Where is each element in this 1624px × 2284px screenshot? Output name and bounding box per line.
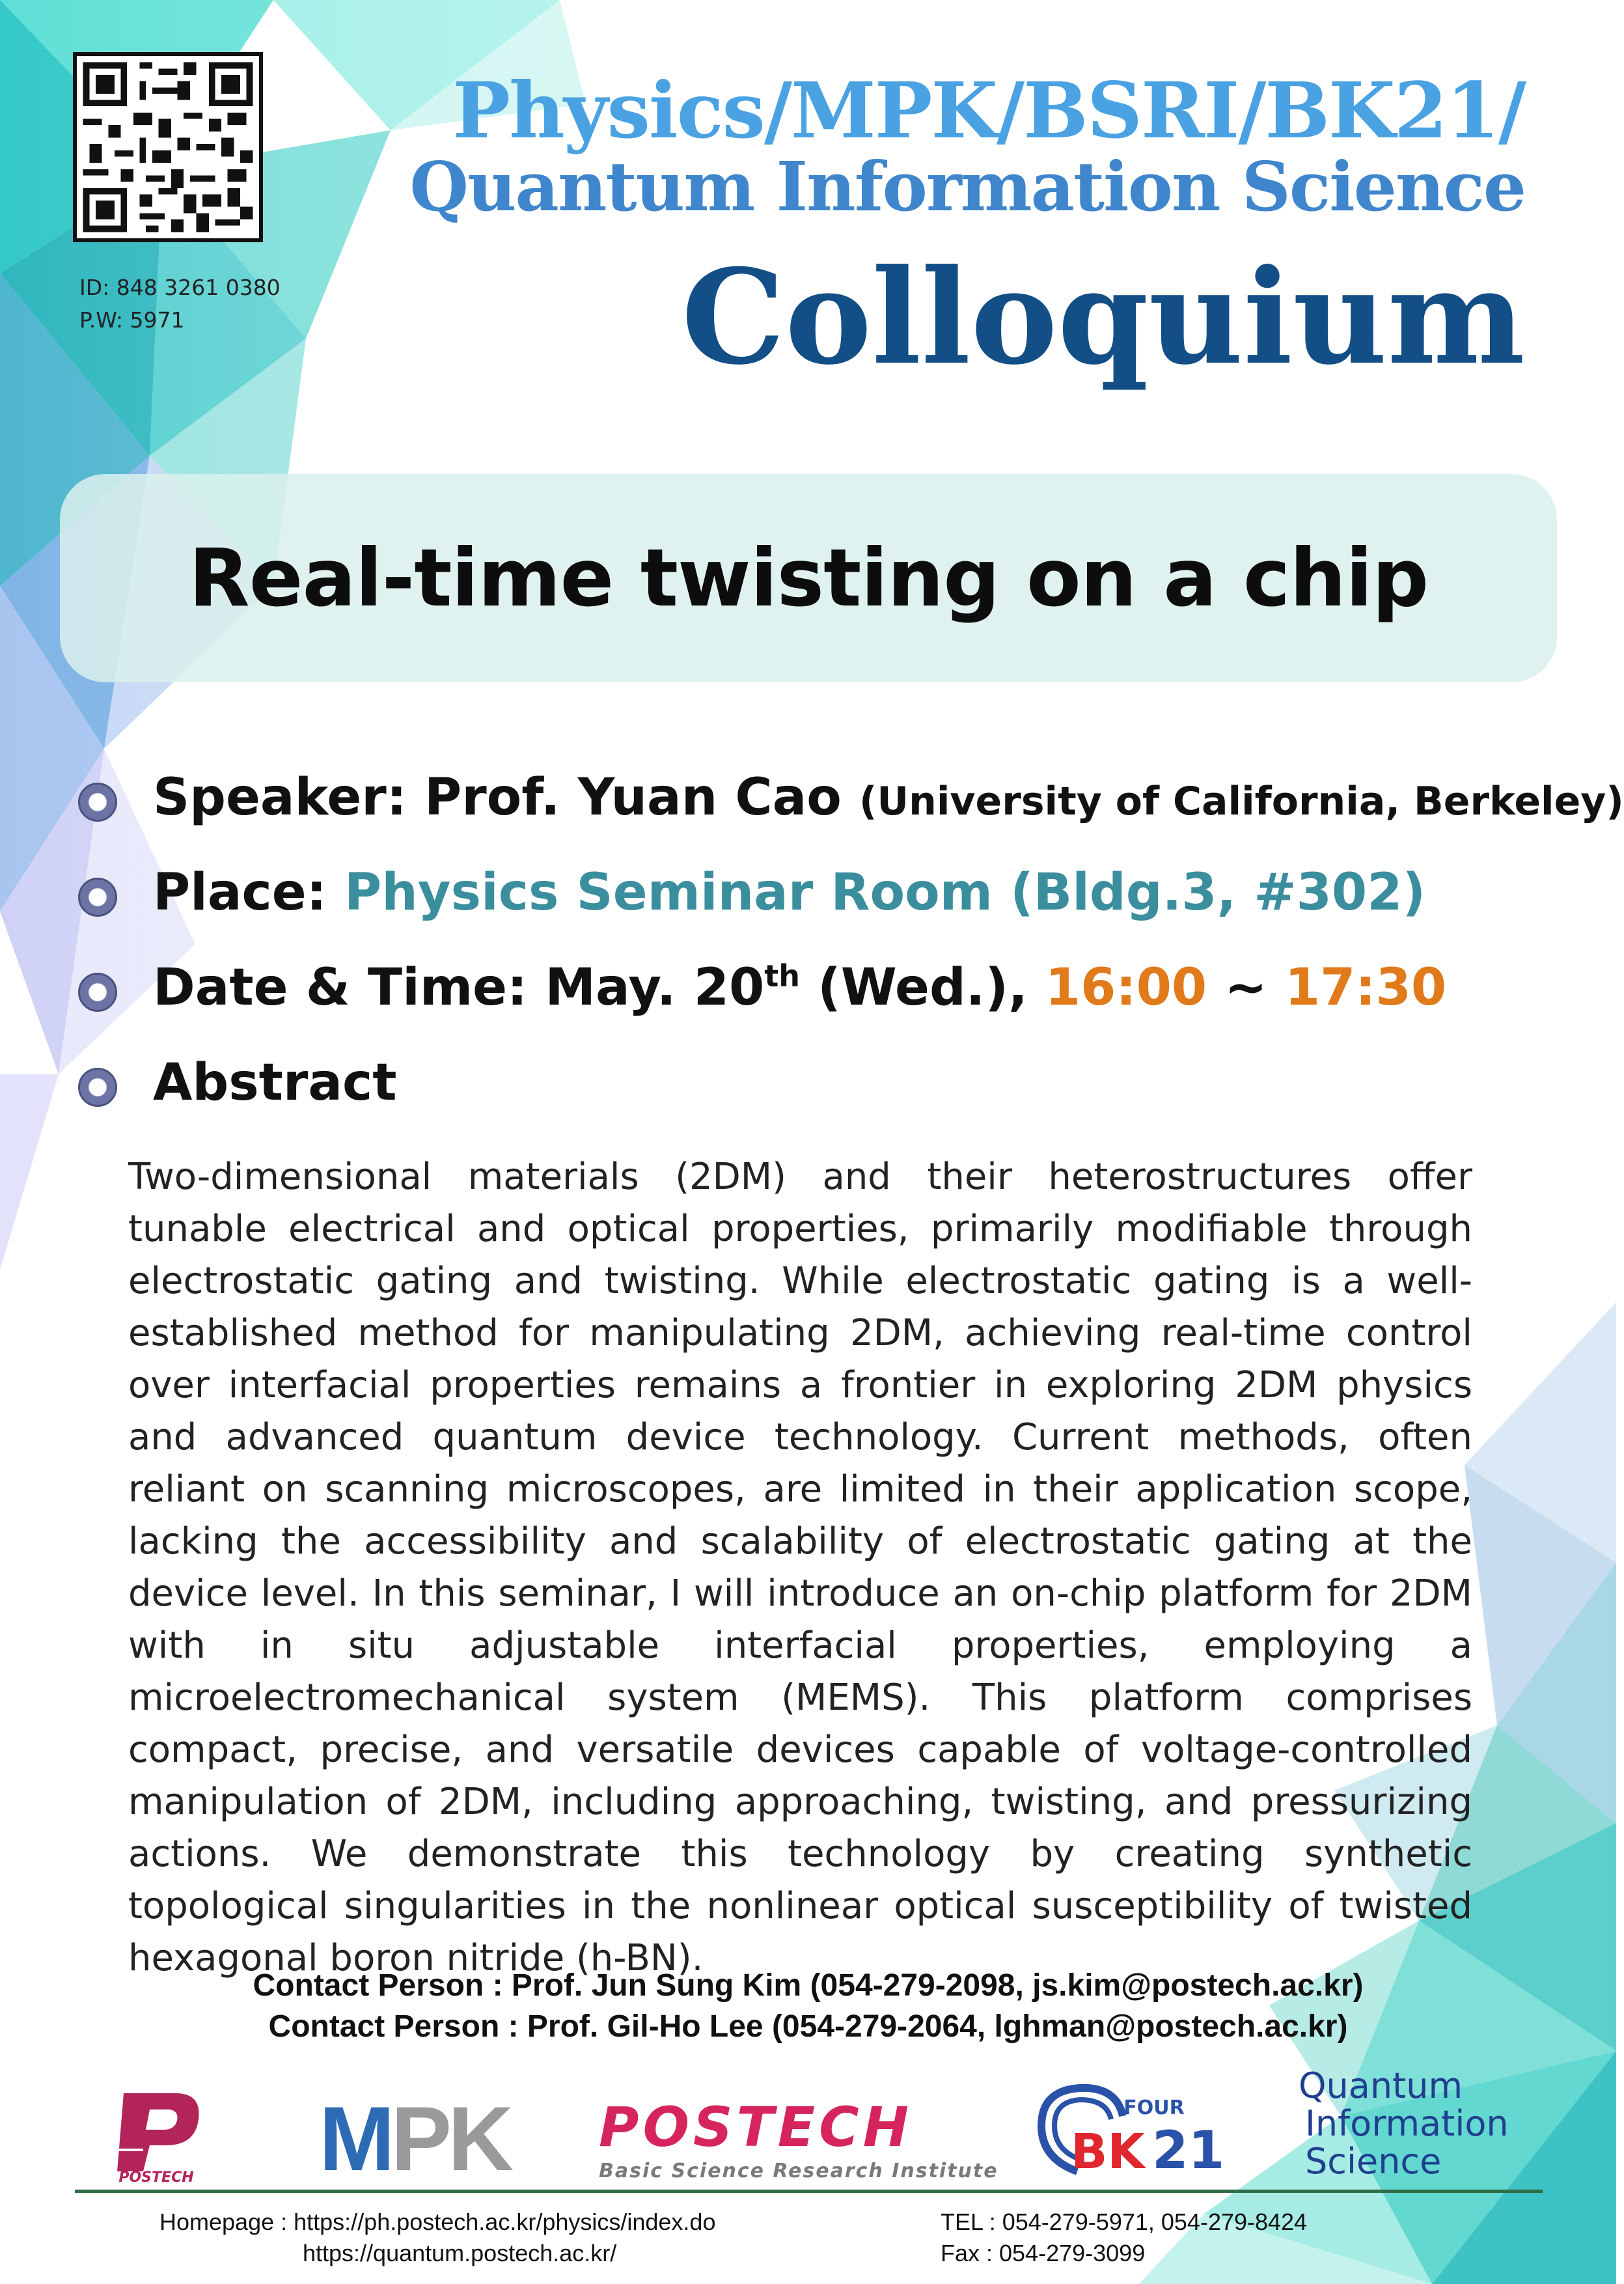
footer-fax: Fax : 054-279-3099 xyxy=(941,2240,1146,2266)
place-line xyxy=(153,863,1425,922)
footer-tel: TEL : 054-279-5971, 054-279-8424 xyxy=(941,2208,1308,2235)
header-colloquium: Colloquium xyxy=(681,241,1525,394)
abstract-heading: Abstract xyxy=(153,1053,397,1112)
place-value: Physics Seminar Room (Bldg.3, #302) xyxy=(344,863,1426,922)
bullet-icon xyxy=(78,1068,117,1107)
bk-text: BK xyxy=(1071,2124,1145,2180)
meeting-id: ID: 848 3261 0380 xyxy=(79,275,281,300)
date-label: Date & Time: May. 20 xyxy=(153,958,765,1017)
bk-four-text: FOUR xyxy=(1123,2096,1185,2119)
physics-logo-caption: POSTECH xyxy=(118,2169,194,2186)
abstract-text: Two-dimensional materials (2DM) and their heterostructures offer tunable electrical and optical properties, primarily modifiable through electrostatic gating and twisting. While electrostatic gating is a well-established method for manipulating 2DM, achieving real-time control over interfacial properties remains a frontier in exploring 2DM physics and advanced quantum device technology. Current methods, often reliant on scanning microscopes, are limited in their application scope, lacking the accessibility and scalability of electrostatic gating at the device level. In this seminar, I will introduce an on-chip platform for 2DM with in situ adjustable interfacial properties, employing a microelectromechanical system (MEMS). This platform comprises compact, precise, and versatile devices capable of voltage-controlled manipulation of 2DM, including approaching, twisting, and pressurizing actions. We demonstrate this technology by creating synthetic topological singularities in the nonlinear optical susceptibility of twisted hexagonal boron nitride (h-BN). xyxy=(128,1156,1472,1979)
date-day: (Wed.), xyxy=(818,958,1028,1017)
time-start: 16:00 xyxy=(1045,958,1207,1017)
date-suffix: th xyxy=(764,958,800,994)
homepage-link-quantum[interactable]: https://quantum.postech.ac.kr/ xyxy=(303,2240,617,2266)
place-label: Place: xyxy=(153,863,327,922)
contact-person-1: Contact Person : Prof. Jun Sung Kim (054-279-2098, js.kim@postech.ac.kr) xyxy=(253,1968,1364,2003)
postech-physics-logo xyxy=(104,2080,208,2184)
bsri-caption: Basic Science Research Institute xyxy=(599,2160,998,2182)
talk-title: Real-time twisting on a chip xyxy=(188,532,1429,624)
header-line-2: Quantum Information Science xyxy=(409,146,1525,227)
time-end: 17:30 xyxy=(1284,958,1447,1017)
postech-bsri-logo xyxy=(599,2095,998,2182)
date-time-line xyxy=(153,958,1446,1017)
header-line-1: Physics/MPK/BSRI/BK21/ xyxy=(452,65,1525,156)
qr-code[interactable] xyxy=(73,52,263,242)
bullet-icon xyxy=(78,878,117,917)
postech-wordmark: POSTECH xyxy=(599,2095,913,2159)
speaker-line xyxy=(153,768,1624,827)
contact-person-2: Contact Person : Prof. Gil-Ho Lee (054-279-2064, lghman@postech.ac.kr) xyxy=(268,2009,1348,2044)
speaker-name: Speaker: Prof. Yuan Cao xyxy=(153,768,842,827)
bullet-icon xyxy=(78,783,117,822)
bk21-four-logo xyxy=(1032,2080,1225,2180)
quantum-information-science-logo: Quantum Information Science xyxy=(1299,2065,1509,2182)
time-separator: ~ xyxy=(1224,958,1267,1017)
footer-divider xyxy=(75,2190,1543,2193)
bk-21-text: 21 xyxy=(1152,2120,1225,2180)
mpk-logo: MPK xyxy=(319,2087,510,2190)
bullet-icon xyxy=(78,973,117,1012)
speaker-affiliation: (University of California, Berkeley) xyxy=(859,779,1624,824)
homepage-link-physics[interactable]: Homepage : https://ph.postech.ac.kr/physics/index.do xyxy=(159,2208,716,2235)
meeting-password: P.W: 5971 xyxy=(79,307,185,333)
